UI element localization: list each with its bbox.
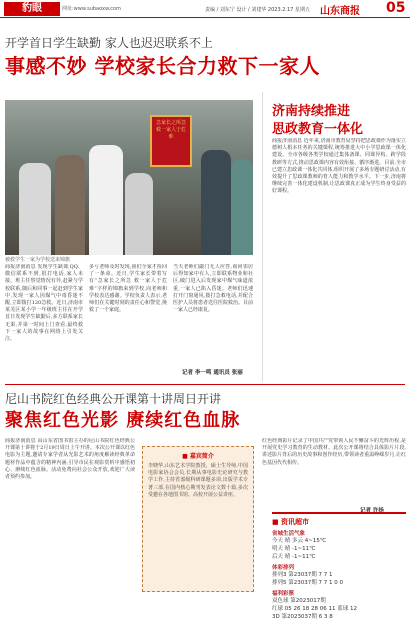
- story3-text-col1: 商报济南消息 由山东省图书馆主办的尼山书院红色经典公开课第十讲将于2月19日周日上午开讲。本次公开课以红色电影为主题,邀请专家学者从光影艺术的角度解读经典革命题材作品中蕴含的精神内涵,引导市民在观影赏析中感悟初心、赓续红色血脉。活动免费向社会公众开放,欢迎广大读者预约参加。: [5, 438, 135, 481]
- weather-line: 后天 晴 -1~11℃: [272, 554, 316, 560]
- info-title: ■ 资讯超市: [272, 518, 310, 526]
- story1-photo: [5, 100, 253, 255]
- page-number: 05: [386, 0, 406, 16]
- story1-signature: 记者 李一鸣 通讯员 张丽: [182, 370, 243, 376]
- weather-line: 明天 晴 -1~11℃: [272, 546, 316, 552]
- story3-headline: 聚焦红色光影 赓续红色血脉: [5, 410, 241, 431]
- story1-text-col2: 多亏老师及时发现,我们全家才捡回了一条命。近日,学生家长带着写有“急家长之所急 救一家人于危难”字样的锦旗来到学校,向老师和学校表达感谢。学校负责人表示,老师们在关键时刻的责任心和警觉,挽救了一个家庭。: [89, 264, 167, 314]
- pennant-banner: 急家长之所急 救一家人于危难: [150, 115, 192, 167]
- welfare-lottery-line: 红球 05 26 18 28 06 11 蓝球 12: [272, 606, 357, 612]
- story2-headline-line1: 济南持续推进: [272, 104, 351, 119]
- column-logo: 豹眼: [4, 2, 60, 16]
- weather-heading: 省城生活气象: [272, 531, 306, 537]
- story2-headline-line2: 思政教育一体化: [272, 122, 364, 137]
- story1-text-col1: 商报济南消息 发现学生缺课,QQ、微信联系不到,很打电话,家人未接。班主任察觉情况有异,赶紧与学校联系,随后和同事一起赶到学生家中,发现一家人因煤气中毒昏迷不醒,立即拨打120急救。近日,济南市莱芜区某小学一年级班主任在开学首日发现学生缺勤后,多方联系家长无果,并第一时间上门查看,最终救下一家人的故事在网络上引发关注。: [5, 264, 83, 343]
- story3-text-col2: 红色经典影片记录了中国共产党带领人民不懈奋斗的光辉历程,是开展党史学习教育的生动教材。此次公开课将结合具体影片片段,讲述影片背后的历史故事和创作经历,带领读者重温峥嵘岁月,让红色基因代代相传。: [262, 438, 406, 466]
- guest-intro-title: ■ 嘉宾简介: [182, 453, 214, 460]
- weather-line: 今天 晴 多云 4~15℃: [272, 538, 327, 544]
- site-url: 网址:www.subaoxw.com: [62, 6, 121, 12]
- section-divider: [5, 384, 405, 385]
- lottery-line: 排列3 第23037期 7 7 1: [272, 572, 333, 578]
- lottery-heading: 体彩排列: [272, 565, 295, 571]
- story3-signature: 记者 许扬: [360, 508, 384, 514]
- divider: [262, 92, 263, 382]
- person-figure: [231, 159, 253, 255]
- publication-name: 山东商报: [320, 6, 360, 17]
- story1-kicker: 开学首日学生缺勤 家人也迟迟联系不上: [5, 36, 213, 50]
- person-figure: [125, 173, 153, 255]
- welfare-lottery-heading: 福利彩票: [272, 591, 295, 597]
- photo-caption: 被救学生一家为学校送来锦旗: [5, 257, 71, 263]
- info-box: [272, 512, 406, 620]
- guest-intro-box: [142, 446, 254, 592]
- welfare-lottery-line: 双色球 第2023017期: [272, 598, 326, 604]
- story1-text-col3: 当天老师们敲门无人应答,询问邻居后得知家中有人,立即联系物业和社区,破门进入后发现家中煤气味道浓重,一家人已陷入昏迷。老师们迅速打开门窗通风,拨打急救电话,并配合医护人员将患者送往医院救治。目前一家人已经康复。: [173, 264, 253, 314]
- person-figure: [201, 150, 231, 255]
- welfare-lottery-line: 3D 第2023037期 6 3 8: [272, 614, 333, 620]
- edition-meta: 责编 / 刘东宁 设计 / 刘建华 2023.2.17 星期五: [205, 7, 310, 13]
- person-figure: [55, 155, 85, 255]
- person-figure: [19, 163, 51, 255]
- story3-kicker: 尼山书院红色经典公开课第十讲周日开讲: [5, 392, 222, 406]
- person-figure: [89, 145, 123, 255]
- story1-headline: 事感不妙 学校家长合力救下一家人: [5, 54, 320, 78]
- story2-text: 商报济南消息 近年来,济南市教育局坚持把思政课作为落实立德树人根本任务的关键课程,统筹推进大中小学思政课一体化建设。全市各级各类学校通过集体备课、同课异构、跨学段教研等方式,推动思政课内容有效衔接、循序渐进。目前,全市已建立思政课一体化共同体,组织开展了多场专题研讨活动,有效提升了思政课教师的育人能力和教学水平。下一步,济南将继续完善一体化建设机制,让思政课真正成为学生终身受益的好课程。: [272, 138, 406, 195]
- lottery-line: 排列5 第23037期 7 7 1 0 0: [272, 580, 343, 586]
- page-header: [0, 0, 410, 18]
- guest-intro-text: 李晓华,山东艺术学院教授、硕士生导师,中国电影家协会会员,长期从事电影史论研究与教学工作,主持省部级科研课题多项,出版学术专著三部,在国内核心期刊发表论文数十篇,多次受邀在各地图书馆、高校开展公益讲座。: [148, 463, 248, 498]
